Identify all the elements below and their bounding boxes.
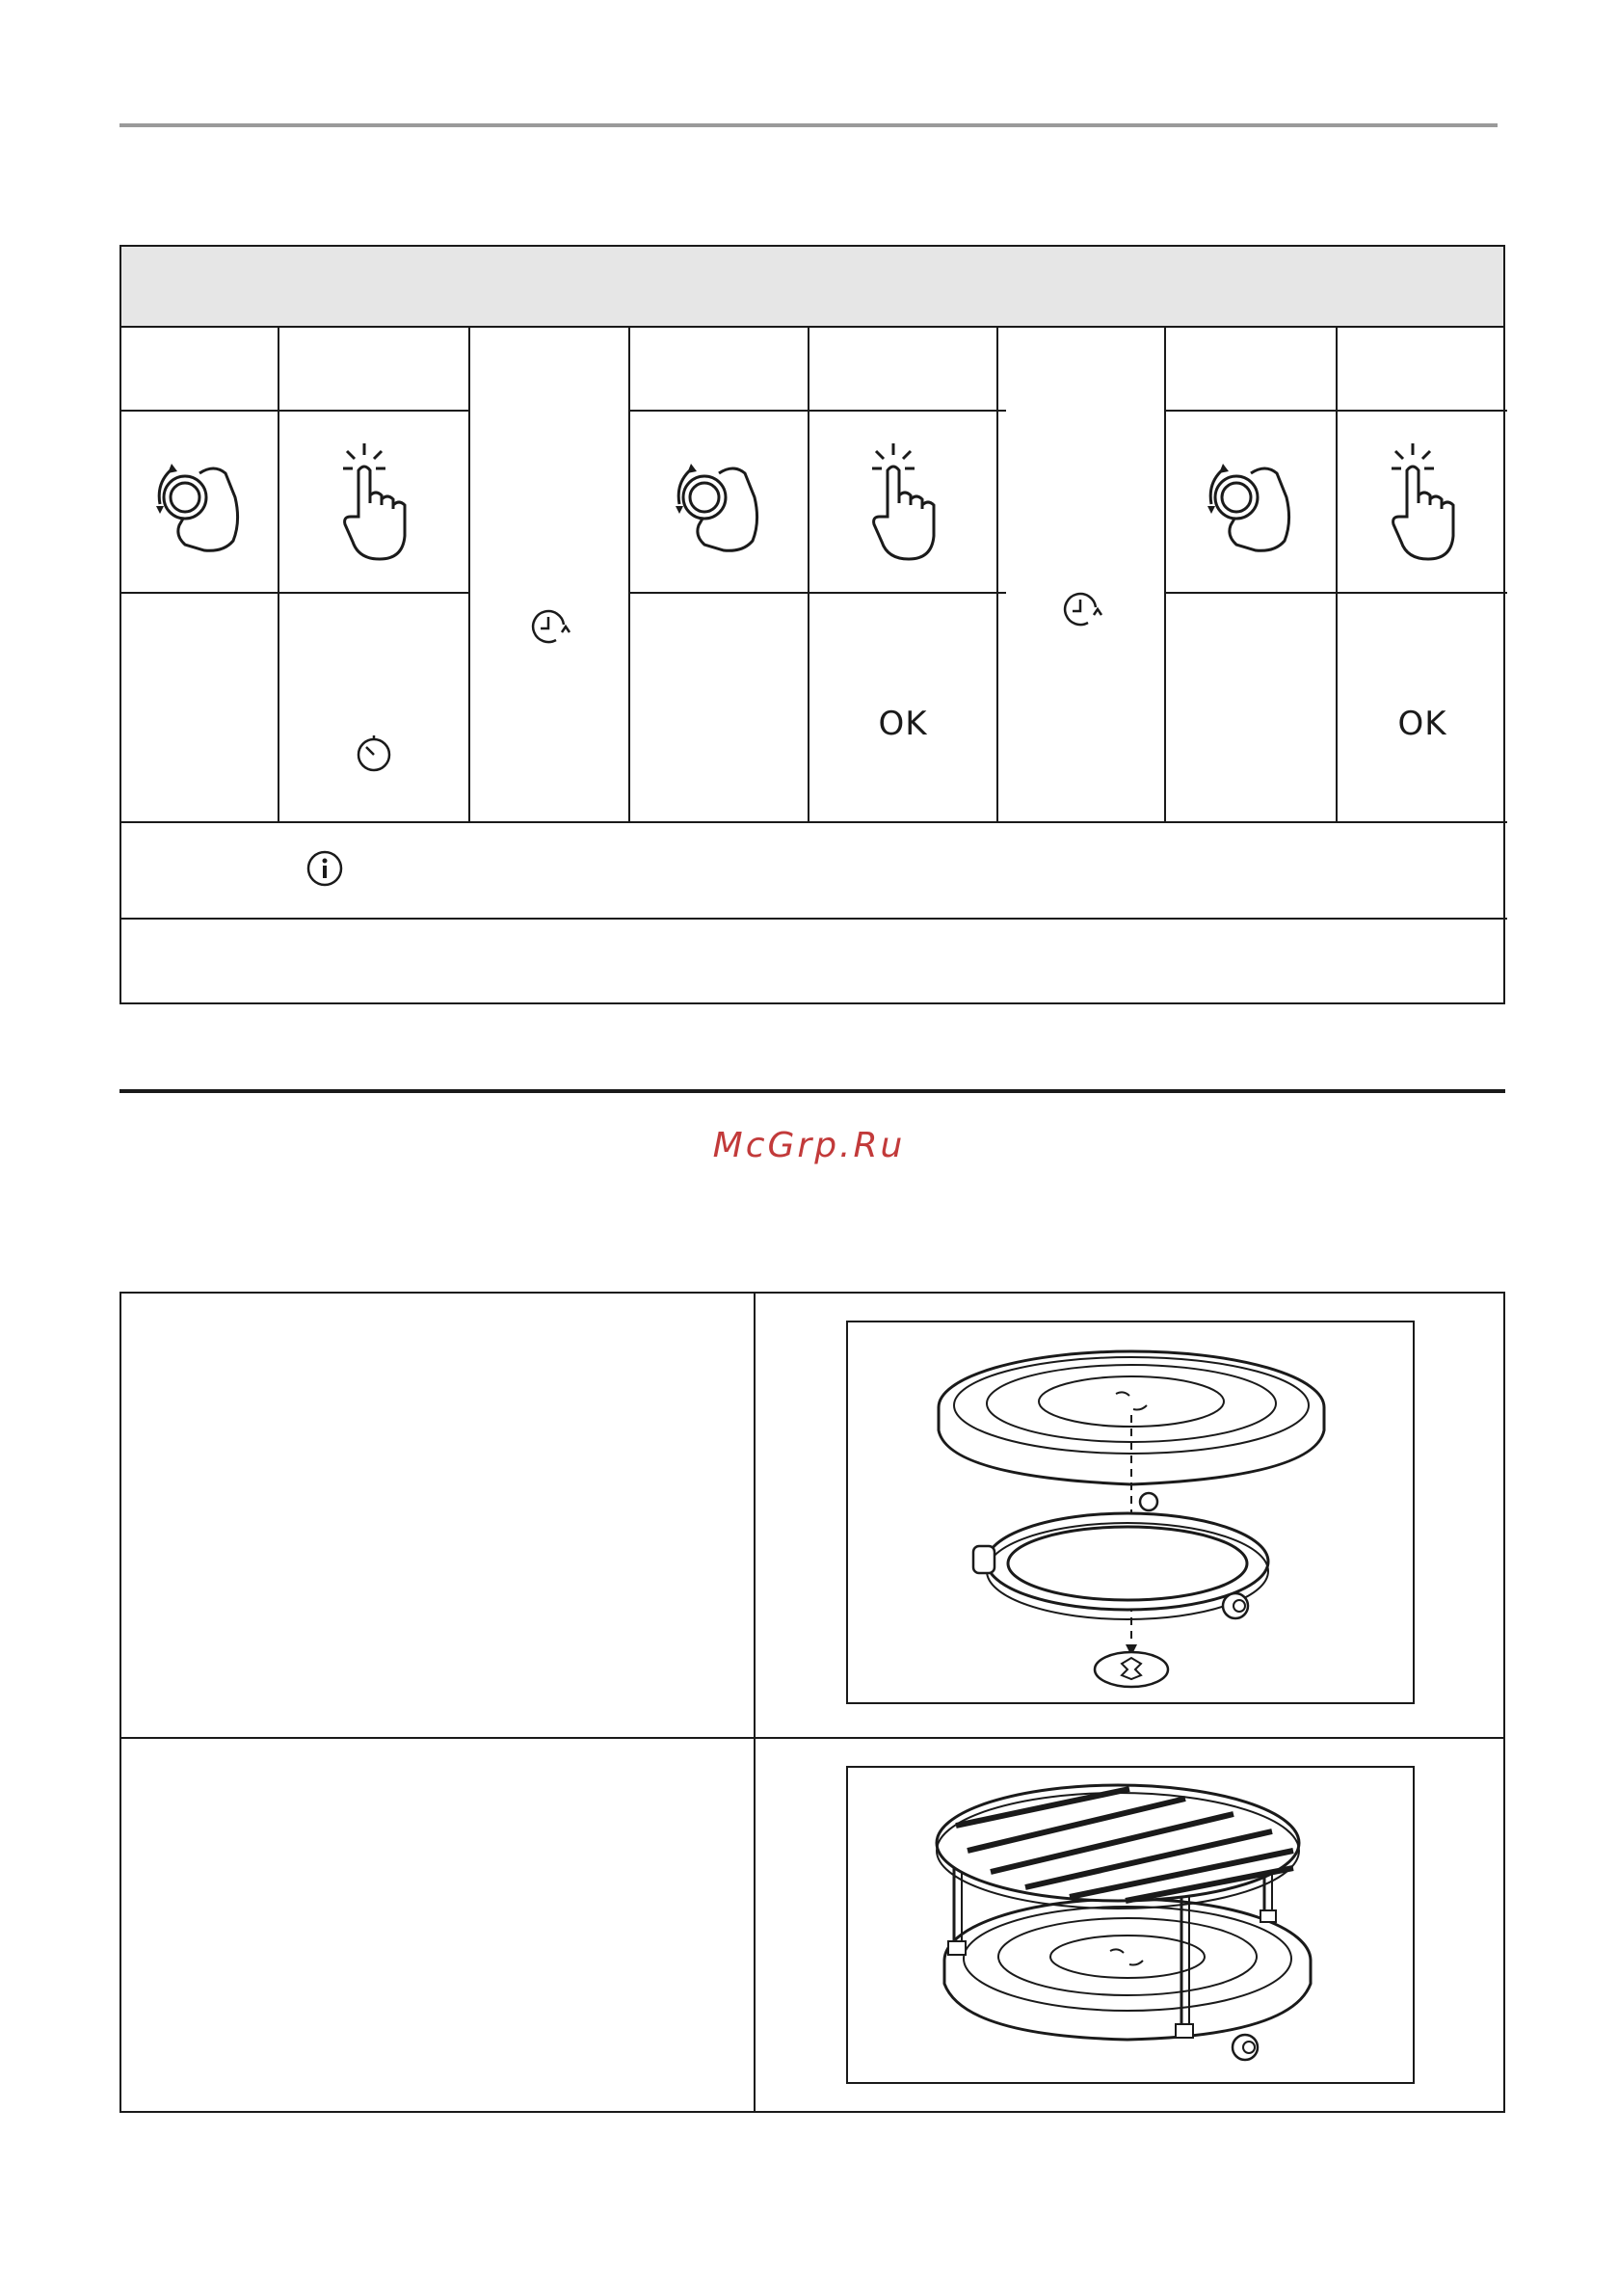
step-cell: [279, 412, 468, 592]
row-divider: [121, 1737, 1503, 1739]
col-divider: [468, 328, 470, 821]
step-cell: [1166, 412, 1336, 592]
turntable-assembly-illustration: [846, 1321, 1415, 1704]
step-table: [119, 245, 1505, 1004]
info-cell: [303, 846, 347, 891]
timer-icon: [353, 732, 395, 774]
row-divider: [630, 592, 1006, 594]
row-divider: [121, 918, 1507, 920]
ok-label: OK: [1397, 705, 1447, 743]
step-table-header: [121, 247, 1503, 328]
finger-touch-icon: [326, 440, 422, 565]
section-rule: [119, 1089, 1505, 1093]
ok-label: OK: [878, 705, 928, 743]
knob-turn-icon: [666, 444, 772, 560]
finger-touch-icon: [1374, 440, 1471, 565]
finger-touch-icon: [855, 440, 951, 565]
watermark: McGrp.Ru: [712, 1126, 906, 1165]
knob-turn-icon: [146, 444, 252, 560]
row-divider: [121, 592, 468, 594]
row-divider: [121, 821, 1507, 823]
rack-svg: [848, 1768, 1413, 2082]
top-rule: [119, 123, 1498, 127]
turntable-svg: [848, 1322, 1413, 1702]
step-cell: [121, 412, 278, 592]
info-icon: [305, 849, 344, 888]
knob-turn-icon: [1198, 444, 1304, 560]
wire-rack-on-turntable-illustration: [846, 1766, 1415, 2084]
col-divider: [996, 328, 998, 821]
delay-start-icon: [1059, 588, 1103, 632]
step-cell: [998, 586, 1164, 634]
delay-start-icon: [527, 605, 571, 650]
step-cell: [630, 412, 808, 592]
step-cell: [470, 603, 628, 652]
accessory-table: [119, 1292, 1505, 2113]
step-cell: [1338, 412, 1507, 592]
step-cell: [279, 729, 468, 777]
col-divider: [754, 1294, 756, 2111]
step-cell: [809, 412, 996, 592]
